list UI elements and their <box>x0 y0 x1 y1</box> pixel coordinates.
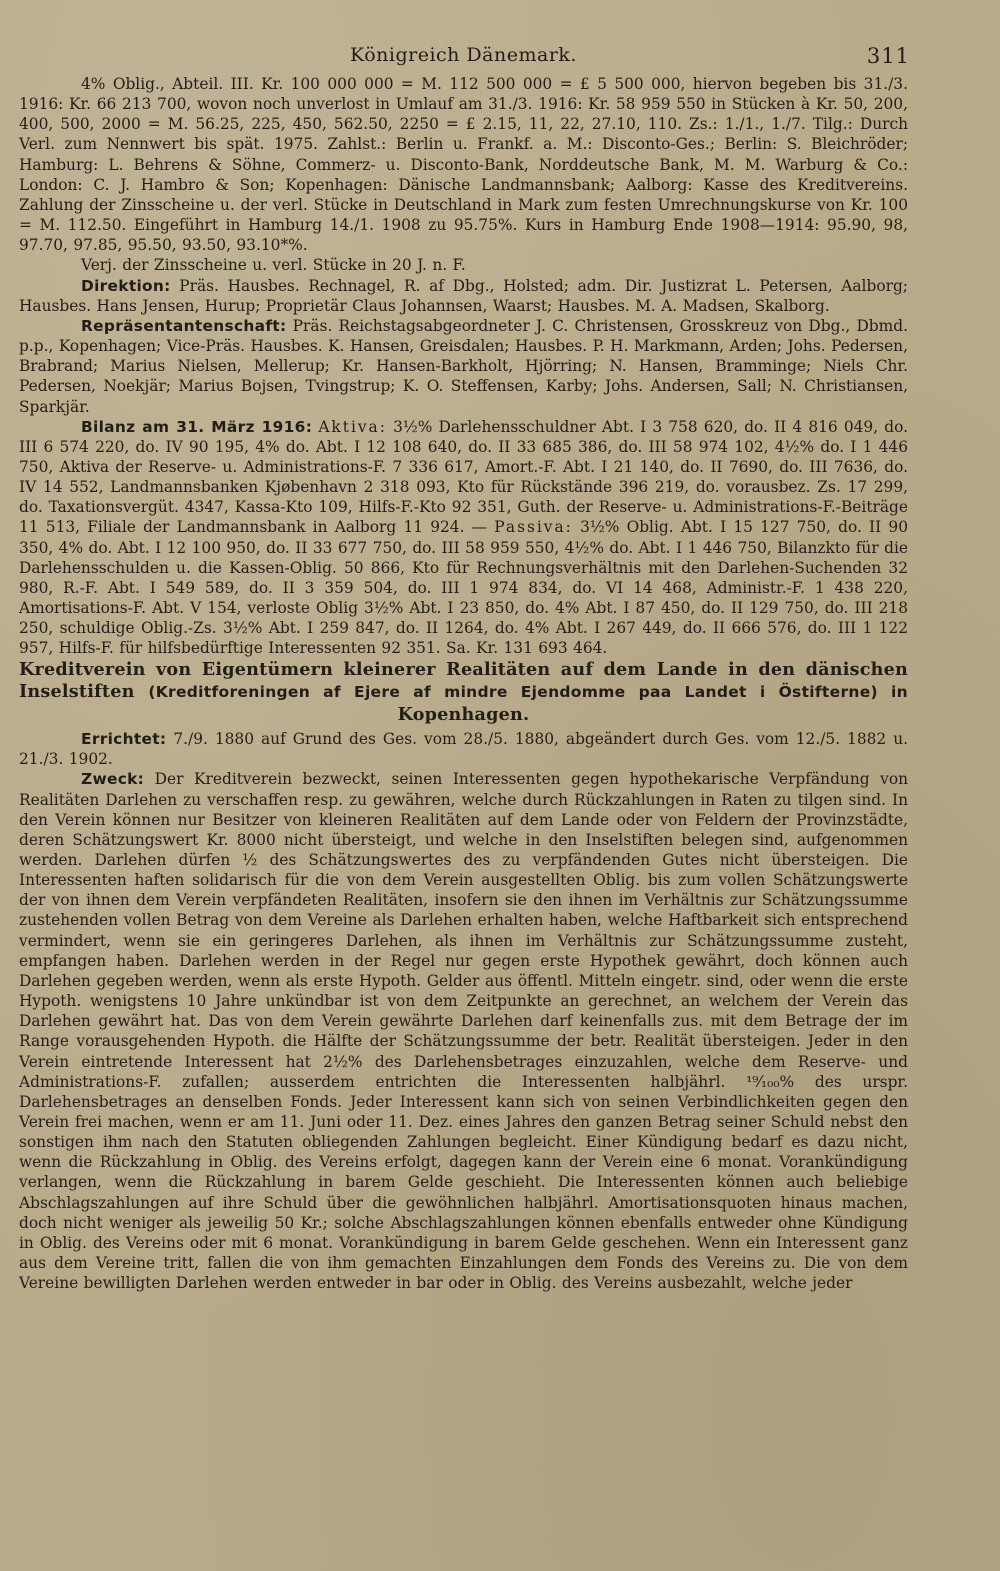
errichtet-label: Errichtet: <box>81 730 167 749</box>
section-heading-main: Kreditverein von Eigentümern kleinerer Realitäten auf dem Lande in den dänischen Inselstiften <box>19 658 908 703</box>
zweck-text: Der Kreditverein bezweckt, seinen Interessenten gegen hypothekarische Verpfändung von Realitäten Darlehen zu verschaffen resp. zu gewähren, welche durch Rückzahlungen in Raten zu tilgen sind. In den Verein können nur Besitzer von kleineren Realitäten auf dem Lande oder von Feldern der Provinzstädte, deren Schätzungswert Kr. 8000 nicht übersteigt, und welche in den Inselstiften belegen sind, aufgenommen werden. Darlehen dürfen ½ des Schätzungswertes des zu verpfändenden Gutes nicht übersteigen. Die Interessenten haften solidarisch für die von dem Verein ausgestellten Oblig. bis zum vollen Schätzungswerte der von ihnen dem Verein verpfändeten Realitäten, insofern sie den ihnen im Verhältnis zur Schätzungssumme zustehenden vollen Betrag von dem Vereine als Darlehen erhalten haben, welche Haftbarkeit sich entsprechend vermindert, wenn sie ein geringeres Darlehen, als ihnen im Verhältnis zur Schätzungssumme zusteht, empfangen haben. Darlehen werden in der Regel nur gegen erste Hypothek gewährt, doch können auch Darlehen gegeben werden, wenn als erste Hypoth. Gelder aus öffentl. Mitteln eingetr. sind, oder wenn die erste Hypoth. wenigstens 10 Jahre unkündbar ist von dem Zeitpunkte an gerechnet, an welchem der Verein das Darlehen gewährt hat. Das von dem Verein gewährte Darlehen darf keinenfalls zus. mit dem Betrage der im Range vorausgehenden Hypoth. die Hälfte der Schätzungssumme der betr. Realität übersteigen. Jeder in den Verein eintretende Interessent hat 2½% des Darlehensbetrages einzuzahlen, welche dem Reserve- und Administrations-F. zufallen; ausserdem entrichten die Interessenten halbjährl. ¹⁹⁄₁₀₀% des urspr. Darlehensbetrages an denselben Fonds. Jeder Interessent kann sich von seinen Verbindlichkeiten gegen den Verein frei machen, wenn er am 11. Juni oder 11. Dez. eines Jahres den ganzen Betrag seiner Schuld nebst den sonstigen ihm nach den Statuten obliegenden Zahlungen begleicht. Einer Kündigung bedarf es dazu nicht, wenn die Rückzahlung in Oblig. des Vereins erfolgt, dagegen kann der Verein eine 6 monat. Vorankündigung verlangen, wenn die Rückzahlung in barem Gelde geschieht. Die Interessenten können auch beliebige Abschlagszahlungen auf ihre Schuld über die gewöhnlichen halbjährl. Amortisationsquoten hinaus machen, doch nicht weniger als jeweilig 50 Kr.; solche Abschlagszahlungen können ebenfalls entweder ohne Kündigung in Oblig. des Vereins oder mit 6 monat. Vorankündigung in barem Gelde geschehen. Wenn ein Interessent ganz aus dem Vereine tritt, fallen die von ihm gemachten Einzahlungen dem Fonds des Vereins zu. Die von dem Vereine bewilligten Darlehen werden entweder in bar oder in Oblig. des Vereins ausbezahlt, welche jeder <box>19 770 908 1293</box>
aktiva-label: Aktiva: <box>318 417 387 436</box>
running-head <box>19 0 908 74</box>
bilanz-paragraph <box>19 417 908 659</box>
passiva-label: Passiva: <box>494 518 573 537</box>
prescription-paragraph: Verj. der Zinsscheine u. verl. Stücke in 20 J. n. F. <box>81 256 466 275</box>
bilanz-label: Bilanz am 31. März 1916: <box>81 417 313 436</box>
running-title: Königreich Dänemark. <box>350 44 577 66</box>
errichtet-paragraph <box>19 729 908 769</box>
main-text <box>19 74 908 1293</box>
section-heading-danish-name: (Kreditforeningen af Ejere af mindre Ejendomme paa Landet i Östifterne) <box>148 683 878 702</box>
section-body <box>19 729 908 1293</box>
bilanz-aktiva-text: 3½% Darlehensschuldner Abt. I 3 758 620, do. II 4 816 049, do. III 6 574 220, do. IV 90 195, 4% do. Abt. I 12 108 640, do. II 33 685 386, do. III 58 974 102, 4½% do. I 1 446 750, Aktiva der Reserve- u. Administrations-F. 7 336 617, Amort.-F. Abt. I 21 140, do. II 7690, do. III 7636, do. IV 14 552, Landmannsbanken Kjøbenhavn 2 318 093, Kto für Rückstände 396 219, do. vorausbez. Zs. 17 299, do. Taxationsvergüt. 4347, Kassa-Kto 109, Hilfs-F.-Kto 92 351, Guth. der Reserve- u. Administrations-F.-Beiträge 11 513, Filiale der Landmannsbank in Aalborg 11 924. — <box>19 417 909 537</box>
page-number: 311 <box>866 44 910 68</box>
errichtet-text: 7./9. 1880 auf Grund des Ges. vom 28./5. 1880, abgeändert durch Ges. vom 12./5. 1882 u. 21./3. 1902. <box>19 730 908 769</box>
direktion-text: Präs. Hausbes. Rechnagel, R. af Dbg., Holsted; adm. Dir. Justizrat L. Petersen, Aalborg; Hausbes. Hans Jensen, Hurup; Proprietär Claus Johannsen, Waarst; Hausbes. M. A. Madsen, Skalborg. <box>19 276 908 315</box>
zweck-paragraph <box>19 769 908 1293</box>
section-heading-in: in <box>877 683 908 702</box>
zweck-label: Zweck: <box>81 770 145 789</box>
bond-issue-paragraph: 4% Oblig., Abteil. III. Kr. 100 000 000 = M. 112 500 000 = £ 5 500 000, hiervon begeben bis 31./3. 1916: Kr. 66 213 700, wovon noch unverlost in Umlauf am 31./3. 1916: Kr. 58 959 550 in Stücken à Kr. 50, 200, 400, 500, 2000 = M. 56.25, 225, 450, 562.50, 2250 = £ 2.15, 11, 22, 27.10, 110. Zs.: 1./1., 1./7. Tilg.: Durch Verl. zum Nennwert bis spät. 1975. Zahlst.: Berlin u. Frankf. a. M.: Disconto-Ges.; Berlin: S. Bleichröder; Hamburg: L. Behrens & Söhne, Commerz- u. Disconto-Bank, Norddeutsche Bank, M. M. Warburg & Co.: London: C. J. Hambro & Son; Kopenhagen: Dänische Landmannsbank; Aalborg: Kasse des Kreditvereins. Zahlung der Zinsscheine u. der verl. Stücke in Deutschland in Mark zum festen Umrechnungskurse von Kr. 100 = M. 112.50. Eingeführt in Hamburg 14./1. 1908 zu 95.75%. Kurs in Hamburg Ende 1908—1914: 95.90, 98, 97.70, 97.85, 95.50, 93.50, 93.10*%. <box>19 75 908 255</box>
section-heading-city: Kopenhagen. <box>397 703 530 725</box>
bilanz-passiva-text: 3½% Oblig. Abt. I 15 127 750, do. II 90 350, 4% do. Abt. I 12 100 950, do. II 33 677 750, do. III 58 959 550, 4½% do. Abt. I 1 446 750, Bilanzkto für die Darlehensschulden u. die Kassen-Oblig. 50 866, Kto für Rechnungsverhältnis mit den Darlehen-Suchenden 32 980, R.-F. Abt. I 549 589, do. II 3 359 504, do. III 1 974 834, do. VI 14 468, Administr.-F. 1 438 220, Amortisations-F. Abt. V 154, verloste Oblig 3½% Abt. I 23 850, do. 4% Abt. I 87 450, do. II 129 750, do. III 218 250, schuldige Oblig.-Zs. 3½% Abt. I 259 847, do. II 1264, do. 4% Abt. I 267 449, do. II 666 576, do. III 1 122 957, Hilfs-F. für hilfsbedürftige Interessenten 92 351. Sa. Kr. 131 693 464. <box>19 518 908 658</box>
repraesentanten-text: Präs. Reichstagsabgeordneter J. C. Christensen, Grosskreuz von Dbg., Dbmd. p.p., Kopenhagen; Vice-Präs. Hausbes. K. Hansen, Greisdalen; Hausbes. P. H. Markmann, Arden; Johs. Pedersen, Brabrand; Marius Nielsen, Mellerup; Kr. Hansen-Barkholt, Hjörring; N. Hansen, Bramminge; Niels Chr. Pedersen, Noekjär; Marius Bojsen, Tvingstrup; K. O. Steffensen, Karby; Johs. Andersen, Sall; N. Christiansen, Sparkjär. <box>19 316 908 416</box>
repraesentanten-label: Repräsentantenschaft: <box>81 316 287 335</box>
repraesentanten-paragraph <box>19 316 908 417</box>
section-heading <box>19 659 908 727</box>
direktion-label: Direktion: <box>81 276 171 295</box>
direktion-paragraph <box>19 276 908 316</box>
